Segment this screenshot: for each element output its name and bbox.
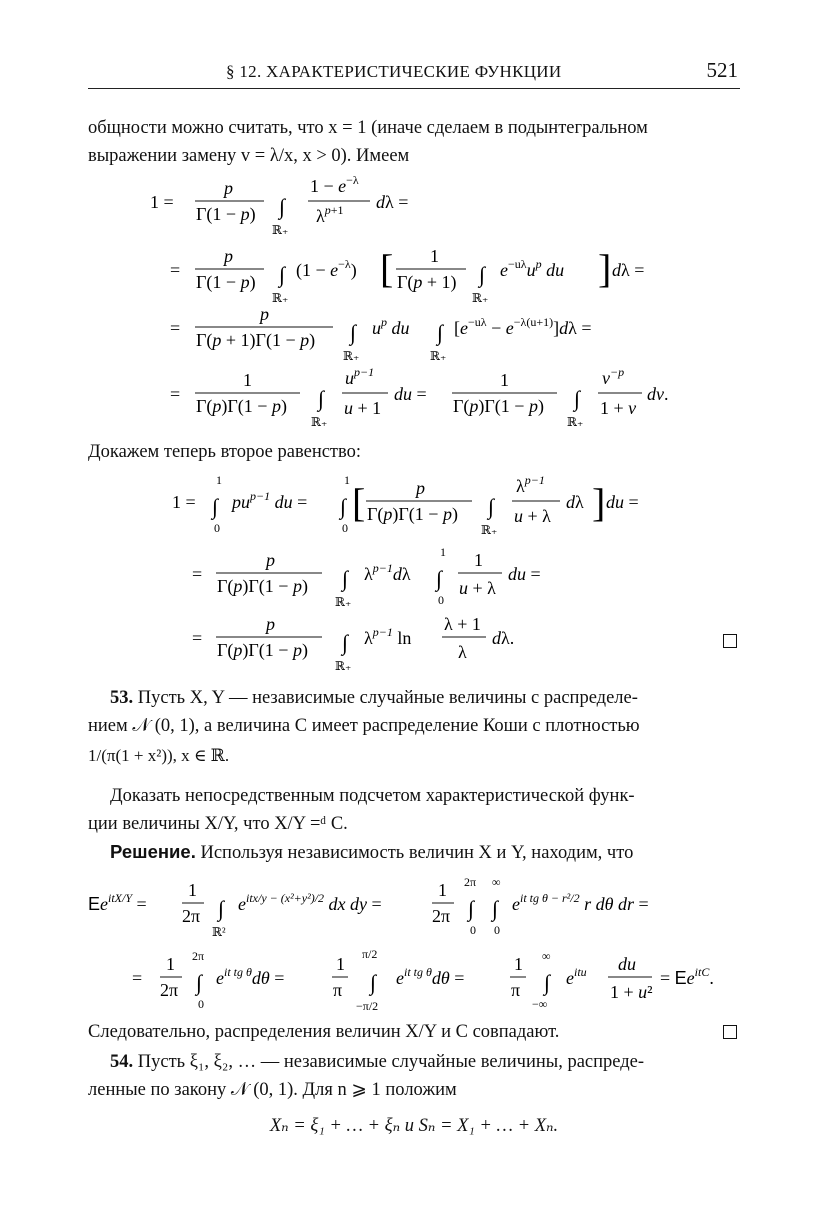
- svg-text:EeitX/Y =: $Ee^{itX/Y}$ =: [88, 891, 147, 914]
- svg-text:1: 1: [216, 473, 222, 487]
- svg-text:∫: ∫: [370, 970, 377, 995]
- svg-text:dλ =: dλ =: [376, 192, 409, 212]
- svg-text:1: 1: [344, 473, 350, 487]
- svg-text:Γ(1 − p): Γ(1 − p): [196, 204, 256, 224]
- svg-text:ℝ₊: ℝ₊: [567, 415, 584, 429]
- problem-53-task-line-1: Доказать непосредственным подсчетом характеристической функ-: [110, 786, 635, 806]
- svg-text:1 =: 1 =: [172, 492, 196, 512]
- svg-text:eit tg θ − r²/2 r dθ dr =: $e^{it tg \theta - r^2/2}$ r dθ dr =: [512, 891, 649, 914]
- intro-paragraph: [88, 114, 740, 170]
- svg-text:ℝ₊: ℝ₊: [343, 349, 360, 363]
- svg-text:=: =: [132, 968, 143, 988]
- svg-text:0: 0: [214, 521, 220, 535]
- eq1-row3: [170, 304, 592, 363]
- svg-text:∫: ∫: [350, 320, 357, 345]
- svg-text:eitu: $e^{itu}$: [566, 965, 587, 988]
- svg-text:1 =: 1 =: [150, 192, 174, 212]
- svg-text:∫: ∫: [574, 386, 581, 411]
- problem-53-number: 53.: [110, 688, 134, 708]
- svg-text:]: ]: [592, 480, 606, 525]
- svg-text:∫: ∫: [468, 896, 475, 921]
- svg-text:ℝ₊: ℝ₊: [430, 349, 447, 363]
- svg-text:Γ(p)Γ(1 − p): Γ(p)Γ(1 − p): [196, 396, 287, 416]
- svg-text:u + λ: u + λ: [514, 506, 551, 526]
- svg-text:1: 1: [474, 550, 483, 570]
- svg-text:Γ(p)Γ(1 − p): Γ(p)Γ(1 − p): [217, 640, 308, 660]
- svg-text:∞: ∞: [542, 949, 551, 963]
- problem-54-number: 54.: [110, 1052, 134, 1072]
- svg-text:up−1: $u^{p-1}$: [345, 365, 375, 388]
- svg-text:2π: 2π: [182, 906, 201, 926]
- svg-text:ℝ₊: ℝ₊: [335, 595, 352, 609]
- svg-text:∫: ∫: [279, 262, 286, 287]
- svg-text:=: =: [170, 318, 181, 338]
- svg-text:0: 0: [438, 593, 444, 607]
- problem-53: [88, 684, 740, 712]
- svg-text:ℝ₊: ℝ₊: [311, 415, 328, 429]
- svg-text:ℝ₊: ℝ₊: [272, 291, 289, 305]
- svg-text:du =: du =: [508, 564, 541, 584]
- svg-text:1: 1: [440, 545, 446, 559]
- svg-text:du =: du =: [606, 492, 639, 512]
- svg-text:λ + 1: λ + 1: [444, 614, 481, 634]
- svg-text:up du: $u^p$ du: [372, 315, 410, 338]
- svg-text:p: p: [260, 304, 269, 324]
- svg-text:∫: ∫: [196, 970, 203, 995]
- svg-text:p: p: [416, 478, 425, 498]
- solution-label: Решение.: [110, 841, 196, 862]
- second-equality-intro: Докажем теперь второе равенство:: [88, 442, 362, 462]
- svg-text:∫: ∫: [544, 970, 551, 995]
- intro-line-2: выражении замену v = λ/x, x > 0). Имеем: [88, 146, 410, 166]
- svg-text:1 + u²: 1 + u²: [610, 982, 653, 1002]
- eq1-row1: [150, 173, 408, 237]
- qed-square-2: [723, 1025, 737, 1039]
- problem-54-line-2: ленные по закону 𝒩 (0, 1). Для n ⩾ 1 положим: [88, 1080, 457, 1100]
- svg-text:Γ(p)Γ(1 − p): Γ(p)Γ(1 − p): [367, 504, 458, 524]
- equation-block-3: [0, 872, 827, 1022]
- svg-text:0: 0: [494, 923, 500, 937]
- svg-text:e−uλup du: $e^{-u\lambda}u^p$ du: [500, 257, 565, 280]
- conclusion: Следовательно, распределения величин X/Y и C совпадают.: [88, 1022, 560, 1042]
- svg-text:dv.: dv.: [647, 384, 669, 404]
- svg-text:1: 1: [430, 246, 439, 266]
- svg-text:1: 1: [336, 954, 345, 974]
- qed-square-1: [723, 634, 737, 648]
- eq2-row1: [172, 473, 639, 537]
- problem-54-line-1: Пусть ξ₁, ξ₂, … — независимые случайные величины, распреде-: [133, 1052, 645, 1072]
- svg-text:p: p: [266, 550, 275, 570]
- svg-text:[: [: [380, 246, 394, 291]
- svg-text:∫: ∫: [340, 494, 347, 519]
- svg-text:1: 1: [166, 954, 175, 974]
- svg-text:1 − e−λ: $1 - e^{-\lambda}$: [310, 173, 359, 196]
- svg-text:π: π: [511, 980, 521, 1000]
- svg-text:[e−uλ − e−λ(u+1)]dλ =: $[e^{-u\lambda} - e^{-\lambda(u+1)}]d\lambda$ =: [454, 315, 592, 338]
- eq3-row1: [88, 875, 649, 939]
- svg-text:π: π: [333, 980, 343, 1000]
- problem-53-line-1: Пусть X, Y — независимые случайные величины с распределе-: [133, 688, 638, 708]
- solution-paragraph: [88, 838, 740, 867]
- svg-text:p: p: [224, 246, 233, 266]
- svg-text:eit tg θdθ =: $e^{it tg \theta}d\theta$ =: [396, 965, 465, 988]
- svg-text:u + λ: u + λ: [459, 578, 496, 598]
- svg-text:=: =: [192, 564, 203, 584]
- svg-text:2π: 2π: [192, 949, 205, 963]
- problem-53-line-2: нием 𝒩 (0, 1), а величина C имеет распределение Коши с плотностью: [88, 716, 640, 736]
- eq2-row2: [192, 545, 541, 609]
- svg-text:0: 0: [342, 521, 348, 535]
- svg-text:=: =: [192, 628, 203, 648]
- svg-text:λp−1 ln: $\lambda^{p-1}$ ln: [364, 625, 412, 648]
- svg-text:1 + v: 1 + v: [600, 398, 637, 418]
- svg-text:dλ =: dλ =: [612, 260, 645, 280]
- svg-text:=: =: [170, 384, 181, 404]
- svg-text:∫: ∫: [318, 386, 325, 411]
- svg-text:1: 1: [188, 880, 197, 900]
- svg-text:λp−1: $\lambda^{p-1}$: [516, 473, 545, 496]
- equation-block-2: [0, 470, 827, 680]
- svg-text:Γ(1 − p): Γ(1 − p): [196, 272, 256, 292]
- svg-text:ℝ₊: ℝ₊: [335, 659, 352, 673]
- svg-text:∫: ∫: [488, 494, 495, 519]
- svg-text:−∞: −∞: [532, 997, 548, 1011]
- svg-text:= EeitC.: = $Ee^{itC}$.: [660, 965, 714, 988]
- svg-text:∫: ∫: [342, 630, 349, 655]
- svg-text:]: ]: [598, 246, 612, 291]
- running-header: [88, 58, 740, 89]
- svg-text:p: p: [224, 178, 233, 198]
- svg-text:0: 0: [470, 923, 476, 937]
- svg-text:∫: ∫: [479, 262, 486, 287]
- svg-text:Γ(p + 1): Γ(p + 1): [397, 272, 457, 292]
- svg-text:∫: ∫: [436, 566, 443, 591]
- svg-text:dλ: dλ: [566, 492, 584, 512]
- svg-text:π/2: π/2: [362, 947, 378, 961]
- svg-text:∫: ∫: [437, 320, 444, 345]
- svg-text:dλ.: dλ.: [492, 628, 515, 648]
- svg-text:∫: ∫: [342, 566, 349, 591]
- intro-line-1: общности можно считать, что x = 1 (иначе сделаем в подынтегральном: [88, 118, 648, 138]
- svg-text:λp+1: $\lambda^p+1$: [316, 203, 344, 226]
- svg-text:2π: 2π: [160, 980, 179, 1000]
- svg-text:1: 1: [514, 954, 523, 974]
- svg-text:1: 1: [500, 370, 509, 390]
- svg-text:2π: 2π: [464, 875, 477, 889]
- page-number: 521: [706, 58, 738, 82]
- svg-text:0: 0: [198, 997, 204, 1011]
- svg-text:∫: ∫: [279, 194, 286, 219]
- svg-text:u + 1: u + 1: [344, 398, 382, 418]
- svg-text:Γ(p)Γ(1 − p): Γ(p)Γ(1 − p): [217, 576, 308, 596]
- svg-text:−π/2: −π/2: [356, 999, 379, 1013]
- svg-text:∞: ∞: [492, 875, 501, 889]
- eq3-row2: [132, 947, 714, 1013]
- problem-53-task-line-2: ции величины X/Y, что X/Y =ᵈ C.: [88, 814, 348, 834]
- svg-text:ℝ₊: ℝ₊: [472, 291, 489, 305]
- svg-text:Γ(p + 1)Γ(1 − p): Γ(p + 1)Γ(1 − p): [196, 330, 316, 350]
- svg-text:du: du: [618, 954, 636, 974]
- svg-text:∫: ∫: [212, 494, 219, 519]
- svg-text:λ: λ: [458, 642, 467, 662]
- svg-text:ℝ₊: ℝ₊: [481, 523, 498, 537]
- eq1-row2: [170, 246, 644, 305]
- svg-text:Γ(p)Γ(1 − p): Γ(p)Γ(1 − p): [453, 396, 544, 416]
- svg-text:eitx/y − (x²+y²)/2 dx dy =: $e^{itx/y - (x^2+y^2)/2}$ dx dy =: [238, 891, 382, 914]
- equation-block-1: [0, 170, 827, 430]
- svg-text:(1 − e−λ): $(1 - e^{-\lambda})$: [296, 257, 357, 280]
- cauchy-density: 1/(π(1 + x²)), x ∈ ℝ.: [88, 746, 230, 765]
- svg-text:ℝ₊: ℝ₊: [272, 223, 289, 237]
- problem-54-formula: Xₙ = ξ₁ + … + ξₙ и Sₙ = X₁ + … + Xₙ.: [269, 1116, 559, 1136]
- solution-text: Используя независимость величин X и Y, находим, что: [195, 843, 634, 863]
- eq2-row3: [192, 614, 514, 673]
- svg-text:=: =: [170, 260, 181, 280]
- svg-text:[: [: [352, 480, 366, 525]
- svg-text:pup−1 du =: $pu^{p-1}$ du =: [232, 489, 308, 512]
- svg-text:p: p: [266, 614, 275, 634]
- svg-text:1: 1: [243, 370, 252, 390]
- problem-54: [88, 1048, 740, 1076]
- svg-text:v−p: $v^{-p}$: [602, 365, 625, 388]
- svg-text:ℝ²: ℝ²: [212, 925, 226, 939]
- svg-text:2π: 2π: [432, 906, 451, 926]
- svg-text:du =: du =: [394, 384, 427, 404]
- svg-text:eit tg θdθ =: $e^{it tg \theta}d\theta$ =: [216, 965, 285, 988]
- eq1-row4: [170, 365, 669, 429]
- svg-text:∫: ∫: [218, 896, 225, 921]
- running-title: § 12. ХАРАКТЕРИСТИЧЕСКИЕ ФУНКЦИИ: [226, 62, 562, 81]
- svg-text:∫: ∫: [492, 896, 499, 921]
- svg-text:1: 1: [438, 880, 447, 900]
- svg-text:λp−1dλ: $\lambda^{p-1}d\lambda$: [364, 561, 411, 584]
